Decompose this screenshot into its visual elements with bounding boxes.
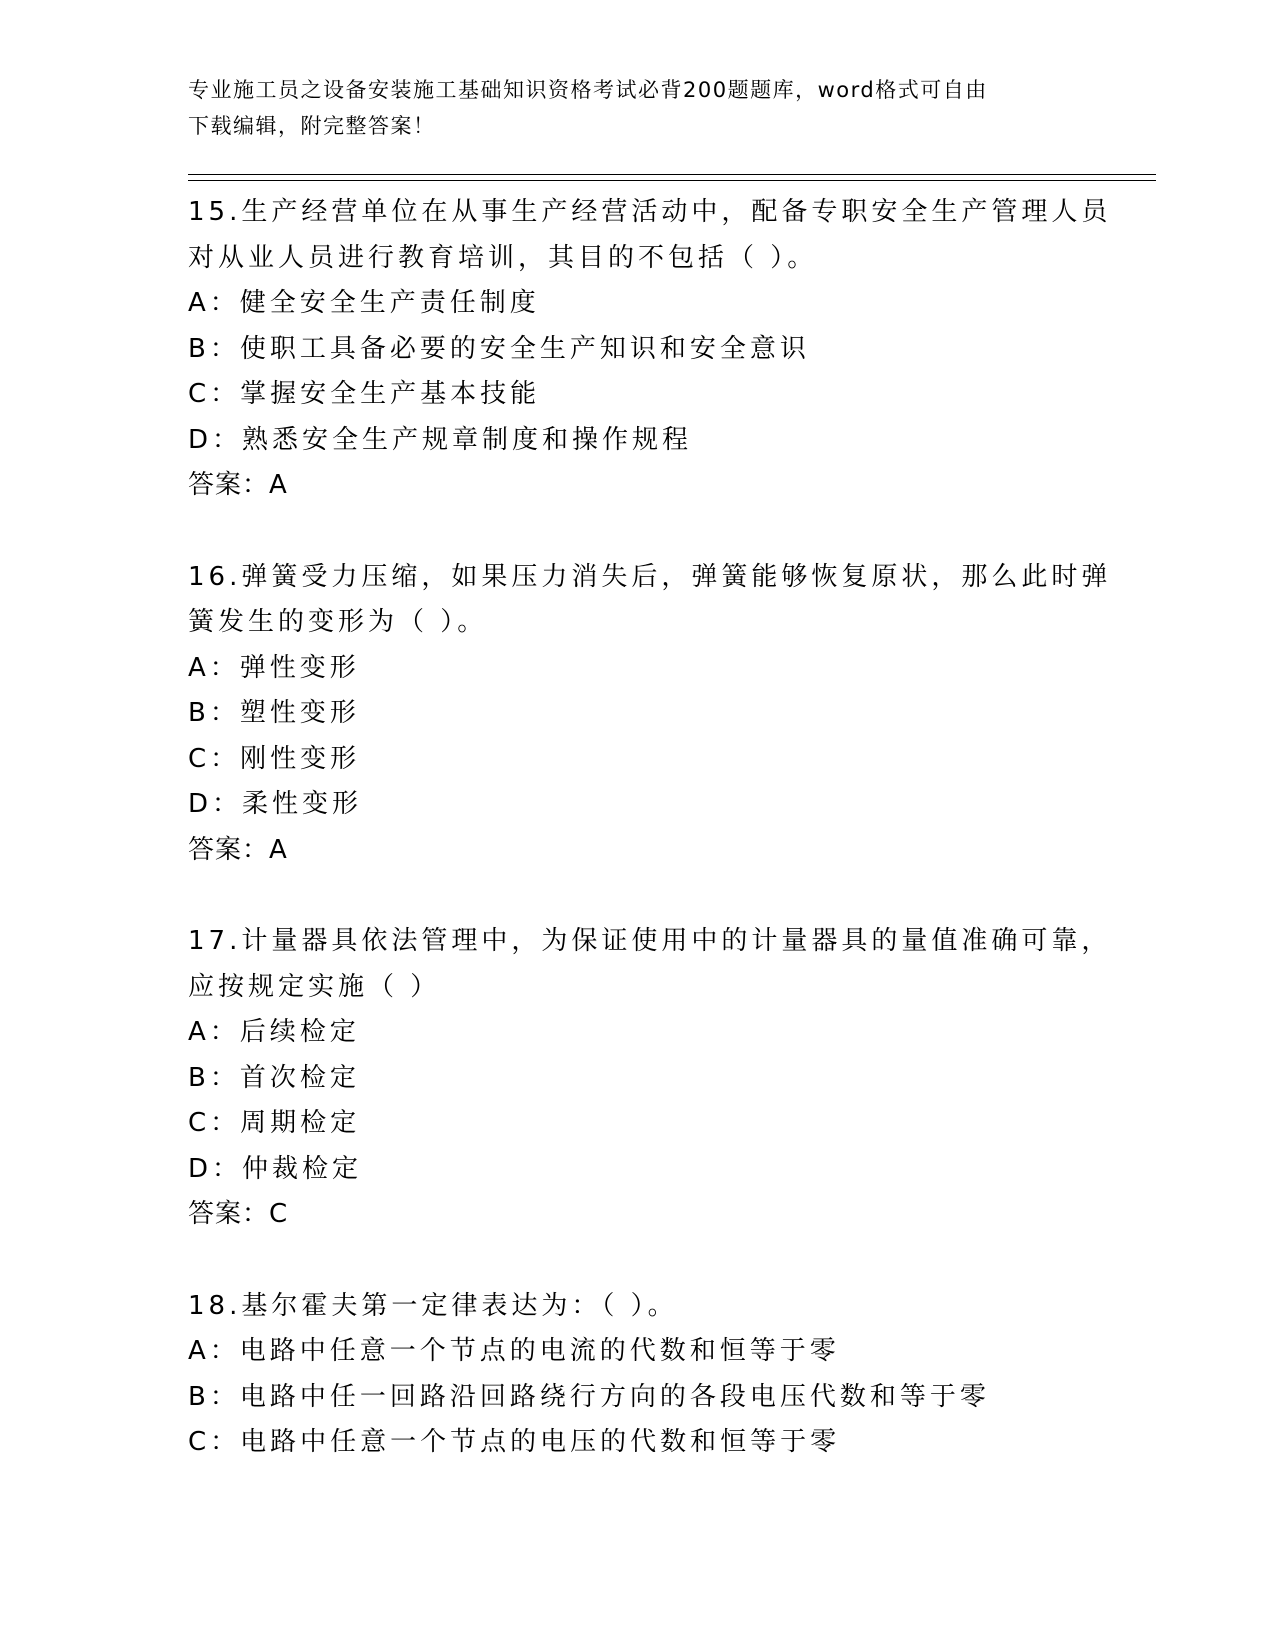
question-stem-continued: 对从业人员进行教育培训，其目的不包括（ ）。 (188, 242, 818, 273)
option-d: D：仲裁检定 (188, 1153, 363, 1184)
question-17 (188, 919, 1112, 1238)
question-15 (188, 190, 1112, 509)
question-stem-continued: 簧发生的变形为（ ）。 (188, 607, 488, 637)
answer-label: 答案：A (188, 834, 288, 865)
option-c: C：电路中任意一个节点的电压的代数和恒等于零 (188, 1427, 841, 1457)
question-stem: 18.基尔霍夫第一定律表达为：（ ）。 (188, 1290, 678, 1321)
answer-label: 答案：A (188, 470, 288, 500)
document-header (188, 72, 1088, 144)
option-c: C：掌握安全生产基本技能 (188, 379, 541, 409)
option-c: C：周期检定 (188, 1108, 361, 1138)
option-b: B：首次检定 (188, 1062, 360, 1093)
question-16 (188, 555, 1112, 874)
header-rule-top (188, 174, 1156, 175)
question-stem: 17.计量器具依法管理中，为保证使用中的计量器具的量值准确可靠， (188, 926, 1112, 956)
header-line-1: 专业施工员之设备安装施工基础知识资格考试必背200题题库，word格式可自由 (188, 78, 988, 102)
option-d: D：熟悉安全生产规章制度和操作规程 (188, 424, 693, 455)
option-a: A：后续检定 (188, 1017, 360, 1047)
option-b: B：电路中任一回路沿回路绕行方向的各段电压代数和等于零 (188, 1381, 990, 1412)
answer-label: 答案：C (188, 1199, 289, 1229)
option-c: C：刚性变形 (188, 743, 361, 774)
question-18 (188, 1284, 1088, 1466)
header-rule-bottom (188, 180, 1156, 181)
option-a: A：弹性变形 (188, 652, 360, 683)
option-a: A：电路中任意一个节点的电流的代数和恒等于零 (188, 1336, 840, 1366)
question-stem: 15.生产经营单位在从事生产经营活动中，配备专职安全生产管理人员 (188, 197, 1112, 227)
header-line-2: 下载编辑，附完整答案！ (188, 114, 436, 138)
question-list (188, 190, 1112, 1512)
question-stem-continued: 应按规定实施（ ） (188, 971, 441, 1002)
option-b: B：使职工具备必要的安全生产知识和安全意识 (188, 333, 810, 364)
option-d: D：柔性变形 (188, 789, 363, 819)
option-b: B：塑性变形 (188, 698, 360, 728)
question-stem: 16.弹簧受力压缩，如果压力消失后，弹簧能够恢复原状，那么此时弹 (188, 561, 1112, 592)
option-a: A：健全安全生产责任制度 (188, 288, 540, 318)
